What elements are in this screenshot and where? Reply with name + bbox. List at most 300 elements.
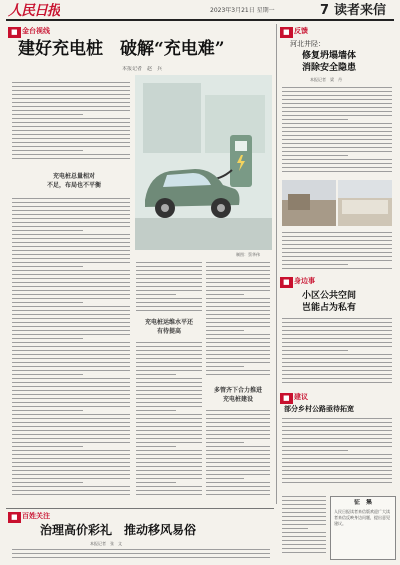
solicitation-text: 人民日报读者来信版欢迎广大读者来信反映身边问题，提出意见建议。	[334, 509, 390, 526]
text-line	[282, 422, 392, 423]
text-line	[282, 370, 392, 371]
section-tag-suggest: 建议	[294, 393, 308, 401]
text-line	[136, 378, 202, 379]
nearby-tag-icon: ■	[280, 277, 293, 288]
charging-station-icon	[230, 135, 252, 187]
text-line	[282, 119, 348, 120]
text-line	[282, 516, 326, 517]
text-line	[206, 270, 270, 271]
text-line	[12, 250, 130, 251]
text-line	[282, 430, 392, 431]
newspaper-logo: 人民日报	[8, 3, 60, 19]
text-line	[12, 334, 130, 335]
text-line	[12, 126, 130, 127]
text-line	[136, 394, 202, 395]
text-line	[12, 366, 130, 367]
text-line	[12, 218, 130, 219]
text-line	[206, 442, 244, 443]
text-line	[12, 214, 130, 215]
text-line	[282, 426, 392, 427]
body-col-1	[12, 82, 130, 164]
text-line	[136, 270, 202, 271]
text-line	[282, 99, 392, 100]
text-line	[12, 282, 130, 283]
feedback-tag-icon: ■	[280, 27, 293, 38]
text-line	[12, 474, 130, 475]
headline-rural-roads: 部分乡村公路亟待拓宽	[284, 404, 354, 413]
text-line	[136, 426, 202, 427]
text-line	[206, 450, 270, 451]
date-line: 2023年3月21日 星期一	[210, 7, 275, 14]
text-line	[282, 338, 392, 339]
text-line	[12, 338, 83, 339]
text-line	[282, 374, 392, 375]
text-line	[12, 154, 130, 155]
text-line	[282, 496, 326, 497]
text-line	[206, 282, 270, 283]
text-line	[12, 110, 130, 111]
text-line	[12, 422, 130, 423]
text-line	[206, 438, 270, 439]
text-line	[282, 163, 392, 164]
text-line	[12, 490, 130, 491]
text-line	[12, 286, 130, 287]
text-line	[282, 366, 392, 367]
text-line	[12, 402, 130, 403]
text-line	[12, 106, 130, 107]
text-line	[136, 438, 202, 439]
text-line	[136, 346, 202, 347]
text-line	[282, 474, 392, 475]
text-line	[282, 264, 348, 265]
text-line	[282, 382, 392, 383]
text-line	[282, 232, 392, 233]
text-line	[136, 402, 202, 403]
text-line	[12, 494, 130, 495]
text-line	[282, 504, 326, 505]
text-line	[12, 234, 130, 235]
text-line	[282, 139, 392, 140]
text-line	[136, 342, 202, 343]
text-line	[12, 230, 83, 231]
text-line	[12, 266, 83, 267]
text-line	[282, 103, 392, 104]
text-line	[12, 138, 130, 139]
text-line	[282, 520, 326, 521]
text-line	[136, 294, 176, 295]
text-line	[282, 362, 392, 363]
text-line	[206, 350, 270, 351]
text-line	[136, 458, 202, 459]
byline-wall: 本报记者 梁 丹	[310, 77, 342, 82]
text-line	[282, 240, 392, 241]
text-line	[12, 254, 130, 255]
text-line	[282, 167, 392, 168]
text-line	[206, 262, 270, 263]
text-line	[12, 470, 130, 471]
text-line	[206, 334, 270, 335]
text-line	[206, 370, 270, 371]
text-line	[282, 434, 392, 435]
text-line	[136, 358, 202, 359]
text-line	[282, 95, 392, 96]
text-line	[12, 306, 130, 307]
text-line	[282, 528, 308, 529]
text-line	[136, 494, 202, 495]
text-line	[282, 540, 326, 541]
text-line	[282, 442, 392, 443]
text-line	[136, 418, 202, 419]
text-line	[12, 374, 83, 375]
text-line	[206, 410, 270, 411]
text-line	[206, 434, 270, 435]
text-line	[12, 553, 270, 554]
text-line	[136, 286, 202, 287]
text-line	[12, 458, 130, 459]
text-line	[282, 334, 392, 335]
text-line	[282, 350, 348, 351]
text-line	[12, 314, 130, 315]
text-line	[12, 410, 83, 411]
right-body-1	[282, 87, 392, 175]
text-line	[12, 142, 130, 143]
text-line	[282, 552, 326, 553]
text-line	[206, 306, 270, 307]
right-body-3	[282, 318, 392, 388]
text-line	[282, 260, 392, 261]
text-line	[206, 374, 270, 375]
text-line	[12, 370, 130, 371]
text-line	[282, 322, 392, 323]
text-line	[12, 114, 83, 115]
body-col-1b	[12, 198, 130, 498]
text-line	[136, 390, 202, 391]
body-col-2b	[136, 342, 202, 498]
text-line	[282, 532, 326, 533]
text-line	[282, 111, 392, 112]
text-line	[12, 202, 130, 203]
text-line	[282, 159, 392, 160]
text-line	[12, 446, 83, 447]
headline-bride-price: 治理高价彩礼 推动移风易俗	[40, 523, 197, 537]
page-title: 读者来信	[334, 3, 387, 18]
text-line	[12, 90, 130, 91]
text-line	[206, 338, 270, 339]
text-line	[12, 426, 130, 427]
text-line	[136, 486, 202, 487]
text-line	[12, 98, 130, 99]
text-line	[136, 350, 202, 351]
text-line	[206, 414, 270, 415]
text-line	[282, 536, 326, 537]
text-line	[136, 478, 202, 479]
text-line	[12, 226, 130, 227]
text-line	[282, 418, 392, 419]
text-line	[12, 290, 130, 291]
text-line	[12, 238, 130, 239]
byline-charging: 本报记者 赵 兵	[122, 66, 163, 72]
text-line	[206, 278, 270, 279]
text-line	[136, 410, 176, 411]
wall-photo-before	[282, 180, 336, 226]
text-line	[12, 486, 130, 487]
right-body-4	[282, 418, 392, 488]
text-line	[12, 450, 130, 451]
text-line	[282, 508, 326, 509]
text-line	[206, 310, 270, 311]
text-line	[12, 466, 130, 467]
text-line	[12, 362, 130, 363]
headline-charging: 建好充电桩 破解“充电难”	[18, 39, 225, 59]
text-line	[282, 438, 392, 439]
concern-tag-icon: ■	[8, 512, 21, 523]
text-line	[282, 500, 326, 501]
text-line	[206, 286, 270, 287]
text-line	[206, 266, 270, 267]
text-line	[12, 298, 130, 299]
text-line	[282, 354, 392, 355]
column-divider	[276, 24, 277, 504]
text-line	[12, 418, 130, 419]
text-line	[206, 458, 270, 459]
text-line	[12, 386, 130, 387]
text-line	[136, 430, 202, 431]
text-line	[206, 426, 270, 427]
text-line	[282, 478, 392, 479]
text-line	[136, 278, 202, 279]
text-line	[12, 134, 130, 135]
text-line	[12, 358, 130, 359]
subhead-1: 充电桩总量相对 不足，布局也不平衡	[46, 173, 101, 189]
text-line	[136, 262, 202, 263]
text-line	[12, 270, 130, 271]
text-line	[206, 290, 270, 291]
text-line	[136, 354, 202, 355]
text-line	[282, 135, 392, 136]
text-line	[136, 274, 202, 275]
text-line	[12, 86, 130, 87]
solicitation-title: 征 集	[353, 499, 372, 506]
text-line	[282, 318, 392, 319]
body-col-2	[136, 262, 202, 314]
text-line	[206, 274, 270, 275]
text-line	[12, 454, 130, 455]
text-line	[136, 466, 202, 467]
solicitation-box	[330, 496, 396, 560]
text-line	[136, 406, 202, 407]
text-line	[12, 210, 130, 211]
text-line	[206, 454, 270, 455]
text-line	[282, 446, 392, 447]
text-line	[12, 302, 83, 303]
text-line	[282, 330, 392, 331]
text-line	[282, 326, 392, 327]
text-line	[12, 102, 130, 103]
text-line	[282, 115, 392, 116]
wall-photo-after	[338, 180, 392, 226]
text-line	[12, 462, 130, 463]
text-line	[282, 524, 326, 525]
text-line	[12, 222, 130, 223]
text-line	[136, 446, 176, 447]
text-line	[206, 342, 270, 343]
text-line	[12, 382, 130, 383]
text-line	[282, 268, 392, 269]
subhead-3: 多管齐下合力推进 充电桩建设	[213, 387, 262, 403]
text-line	[12, 274, 130, 275]
text-line	[12, 246, 130, 247]
text-line	[136, 298, 202, 299]
section-tag-concern: 百姓关注	[22, 512, 50, 520]
text-line	[12, 150, 83, 151]
text-line	[282, 342, 392, 343]
charging-illustration	[135, 75, 272, 250]
text-line	[12, 414, 130, 415]
text-line	[282, 466, 392, 467]
text-line	[136, 282, 202, 283]
text-line	[282, 236, 392, 237]
section-tag-icon: ■	[8, 27, 21, 38]
text-line	[206, 462, 270, 463]
text-line	[136, 474, 202, 475]
text-line	[206, 446, 270, 447]
photo-caption: 制图：蔡华伟	[236, 252, 260, 257]
text-line	[282, 91, 392, 92]
body-col-3b	[206, 410, 270, 498]
text-line	[12, 398, 130, 399]
text-line	[12, 350, 130, 351]
text-line	[136, 422, 202, 423]
text-line	[136, 482, 176, 483]
text-line	[206, 494, 270, 495]
text-line	[12, 478, 130, 479]
text-line	[282, 462, 392, 463]
suggest-tag-icon: ■	[280, 393, 293, 404]
text-line	[136, 450, 202, 451]
text-line	[12, 549, 270, 550]
text-line	[282, 244, 392, 245]
text-line	[282, 252, 392, 253]
text-line	[12, 310, 130, 311]
text-line	[12, 354, 130, 355]
text-line	[206, 422, 270, 423]
text-line	[136, 470, 202, 471]
text-line	[136, 414, 202, 415]
text-line	[136, 374, 176, 375]
text-line	[282, 458, 392, 459]
text-line	[282, 147, 392, 148]
headline-wall-repair: 修复坍塌墙体 消除安全隐患	[302, 51, 357, 73]
text-line	[12, 430, 130, 431]
text-line	[136, 290, 202, 291]
body-col-3	[206, 262, 270, 380]
text-line	[206, 478, 244, 479]
text-line	[206, 326, 270, 327]
text-line	[136, 442, 202, 443]
text-line	[206, 418, 270, 419]
text-line	[282, 248, 392, 249]
section-tag-feedback: 反馈	[294, 27, 308, 35]
text-line	[136, 266, 202, 267]
text-line	[206, 294, 244, 295]
text-line	[12, 158, 130, 159]
text-line	[206, 354, 270, 355]
text-line	[206, 490, 270, 491]
text-line	[12, 198, 130, 199]
text-line	[206, 298, 270, 299]
text-line	[136, 362, 202, 363]
text-line	[136, 490, 202, 491]
text-line	[12, 294, 130, 295]
text-line	[282, 171, 392, 172]
text-line	[282, 256, 392, 257]
text-line	[206, 482, 270, 483]
right-body-5	[282, 496, 326, 558]
text-line	[12, 438, 130, 439]
text-line	[136, 302, 202, 303]
text-line	[12, 330, 130, 331]
text-line	[282, 482, 392, 483]
masthead-rule	[6, 19, 394, 21]
text-line	[12, 390, 130, 391]
text-line	[12, 262, 130, 263]
kicker-jingxing: 河北井陉：	[290, 40, 325, 48]
text-line	[136, 462, 202, 463]
right-body-2	[282, 232, 392, 274]
text-line	[282, 127, 392, 128]
text-line	[282, 358, 392, 359]
headline-public-space: 小区公共空间 岂能占为私有	[302, 291, 357, 313]
text-line	[282, 346, 392, 347]
text-line	[282, 548, 326, 549]
text-line	[12, 122, 130, 123]
text-line	[136, 382, 202, 383]
section-tag-jintai: 金台视线	[22, 27, 50, 35]
text-line	[206, 322, 270, 323]
text-line	[206, 318, 270, 319]
text-line	[12, 482, 83, 483]
page-number: 7	[320, 3, 330, 18]
text-line	[136, 310, 202, 311]
text-line	[206, 466, 270, 467]
text-line	[282, 470, 392, 471]
text-line	[136, 370, 202, 371]
text-line	[136, 386, 202, 387]
text-line	[12, 394, 130, 395]
byline-bride-price: 本报记者 张 文	[90, 541, 122, 546]
text-line	[12, 322, 130, 323]
text-line	[282, 544, 326, 545]
text-line	[12, 342, 130, 343]
text-line	[282, 123, 392, 124]
text-line	[282, 155, 348, 156]
text-line	[12, 258, 130, 259]
text-line	[12, 442, 130, 443]
text-line	[282, 131, 392, 132]
text-line	[12, 406, 130, 407]
text-line	[206, 302, 270, 303]
text-line	[136, 454, 202, 455]
text-line	[282, 450, 348, 451]
text-line	[136, 366, 202, 367]
text-line	[282, 454, 392, 455]
text-line	[12, 130, 130, 131]
text-line	[12, 206, 130, 207]
text-line	[282, 512, 326, 513]
bottom-rule	[6, 508, 274, 509]
text-line	[206, 314, 270, 315]
text-line	[12, 278, 130, 279]
